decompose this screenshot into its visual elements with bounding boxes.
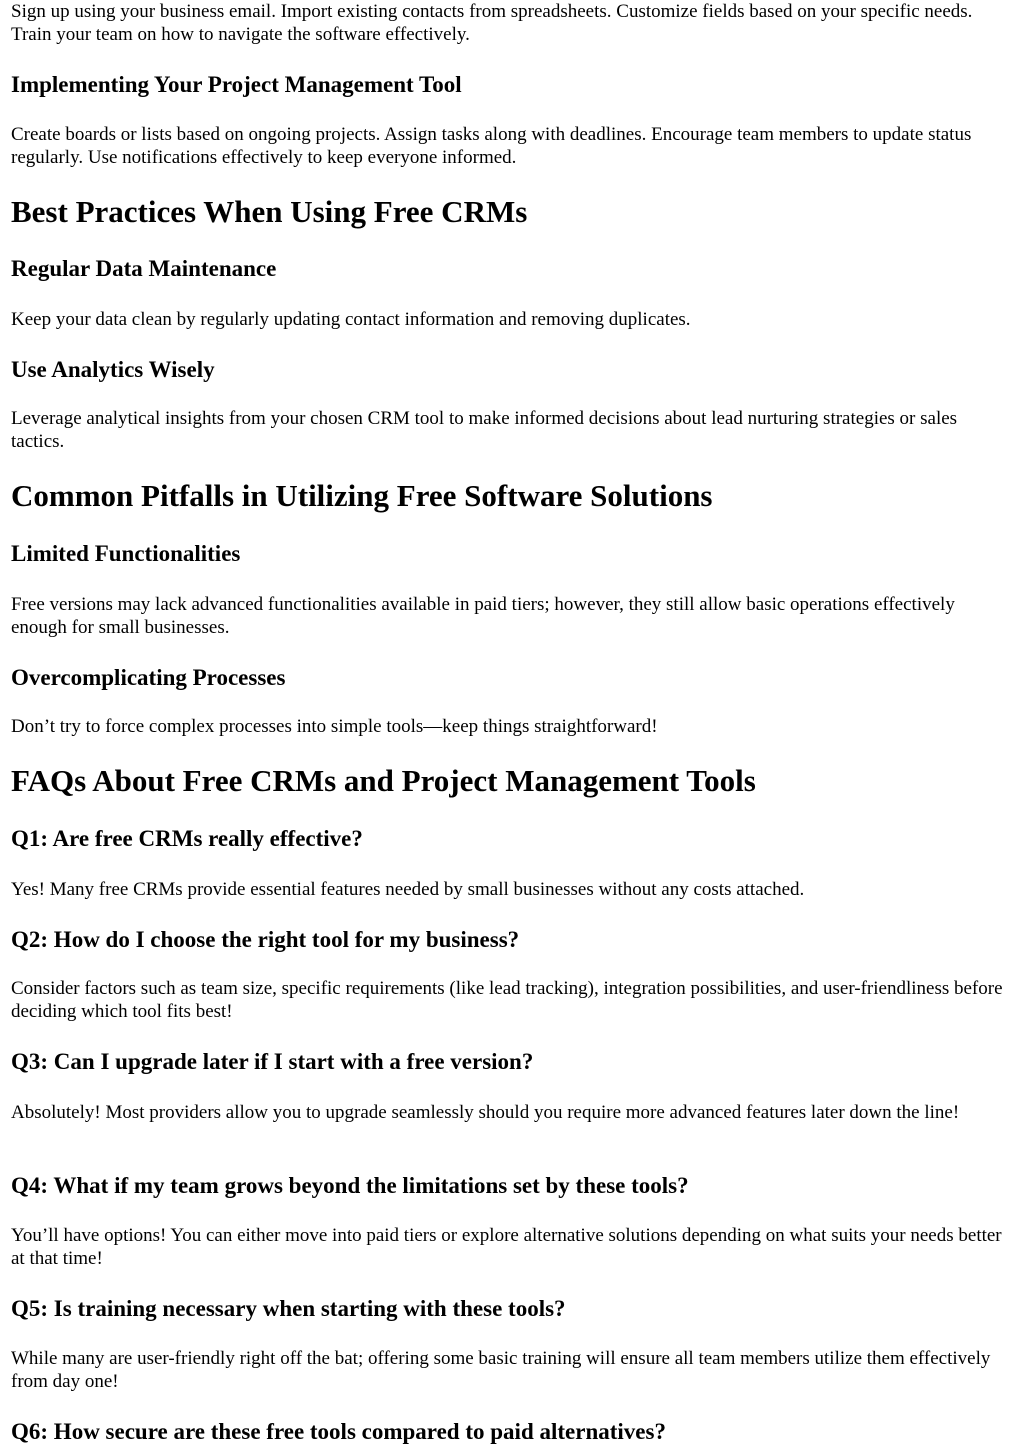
overcomplicating-heading: Overcomplicating Processes — [11, 665, 286, 690]
faq-q6-question: Q6: How secure are these free tools compared to paid alternatives? — [11, 1419, 666, 1444]
data-maintenance-heading: Regular Data Maintenance — [11, 256, 277, 281]
faq-q3-question: Q3: Can I upgrade later if I start with a free version? — [11, 1049, 534, 1074]
analytics-heading: Use Analytics Wisely — [11, 357, 215, 382]
analytics-paragraph: Leverage analytical insights from your chosen CRM tool to make informed decisions about lead nurturing strategies or sales tactics. — [11, 408, 958, 452]
faq-q5-question: Q5: Is training necessary when starting with these tools? — [11, 1296, 566, 1321]
intro-paragraph: Sign up using your business email. Import existing contacts from spreadsheets. Customize fields based on your specific needs. Train your team on how to navigate the software effectively. — [11, 1, 973, 45]
overcomplicating-paragraph: Don’t try to force complex processes into simple tools—keep things straightforward! — [11, 716, 658, 737]
faq-q2-question: Q2: How do I choose the right tool for my business? — [11, 927, 520, 952]
best-practices-heading: Best Practices When Using Free CRMs — [11, 194, 528, 229]
data-maintenance-paragraph: Keep your data clean by regularly updating contact information and removing duplicates. — [11, 309, 691, 330]
faq-q1-question: Q1: Are free CRMs really effective? — [11, 826, 363, 851]
faq-q2-answer: Consider factors such as team size, specific requirements (like lead tracking), integration possibilities, and user-friendliness before deciding which tool fits best! — [11, 978, 1003, 1022]
faq-q5-answer: While many are user-friendly right off the bat; offering some basic training will ensure all team members utilize them effectively from day one! — [11, 1348, 991, 1392]
faq-q3-answer: Absolutely! Most providers allow you to upgrade seamlessly should you require more advanced features later down the line! — [11, 1102, 960, 1123]
faq-q1-answer: Yes! Many free CRMs provide essential features needed by small businesses without any costs attached. — [11, 879, 805, 900]
pitfalls-heading: Common Pitfalls in Utilizing Free Software Solutions — [11, 478, 713, 513]
faq-q4-question: Q4: What if my team grows beyond the limitations set by these tools? — [11, 1173, 689, 1198]
limited-heading: Limited Functionalities — [11, 541, 241, 566]
faq-q4-answer: You’ll have options! You can either move into paid tiers or explore alternative solutions depending on what suits your needs better at that time! — [11, 1225, 1002, 1269]
pm-tool-paragraph: Create boards or lists based on ongoing projects. Assign tasks along with deadlines. Encourage team members to update status regularly. Use notifications effectively to keep everyone informed. — [11, 124, 972, 168]
faqs-heading: FAQs About Free CRMs and Project Management Tools — [11, 763, 756, 798]
limited-paragraph: Free versions may lack advanced functionalities available in paid tiers; however, they still allow basic operations effectively enough for small businesses. — [11, 594, 955, 638]
pm-tool-heading: Implementing Your Project Management Tool — [11, 72, 462, 97]
